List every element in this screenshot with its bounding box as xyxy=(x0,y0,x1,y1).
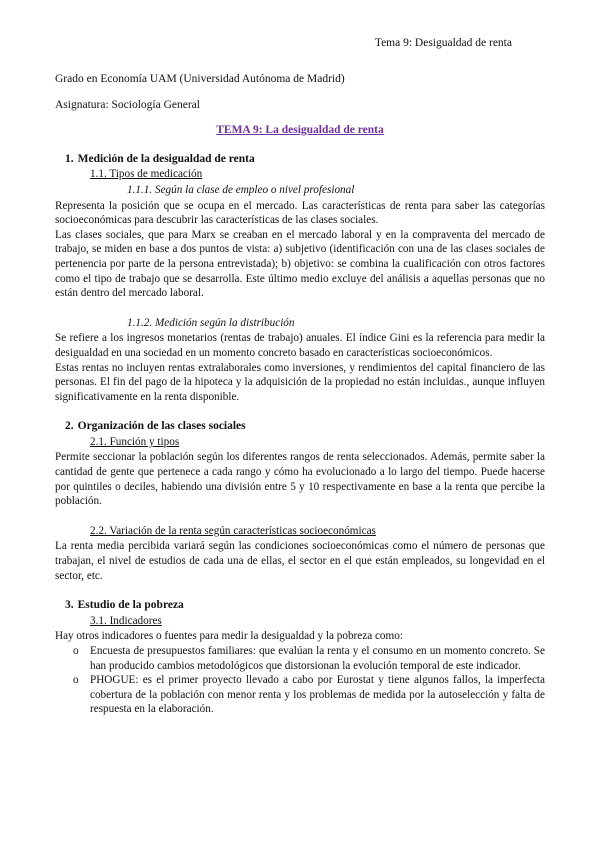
running-header: Tema 9: Desigualdad de renta xyxy=(374,37,512,49)
bullet-circle-icon: o xyxy=(73,645,79,657)
list-item-text: PHOGUE: es el primer proyecto llevado a cabo por Eurostat y tiene algunos fallos, la imperfecta cobertura de la población con menor renta y los problemas de medida por la autoselección y falta de respuesta en la elaboración. xyxy=(90,674,545,716)
subsection-2-2-heading: 2.2. Variación de la renta según características socioeconómicas xyxy=(90,524,376,537)
section-1-title: Medición de la desigualdad de renta xyxy=(77,152,255,165)
section-1-heading xyxy=(65,152,545,167)
subsection-1-1-1-heading: 1.1.1. Según la clase de empleo o nivel profesional xyxy=(127,183,355,196)
paragraph-1-1-2-a: Se refiere a los ingresos monetarios (rentas de trabajo) anuales. El índice Gini es la referencia para medir la desigualdad en una sociedad en un momento concreto basado en características socioeconómicos. xyxy=(55,332,545,359)
paragraph-2-1: Permite seccionar la población según los diferentes rangos de renta seleccionados. Además, permite saber la cantidad de gente que pertenece a cada rango y cómo ha evolucionado a lo largo del tiempo. Puede hacerse por quintiles o deciles, habiendo una división entre 5 y 10 respectivamente en base a la renta que percibe la población. xyxy=(55,451,545,508)
section-2-number: 2. xyxy=(65,420,74,433)
section-2-title: Organización de las clases sociales xyxy=(77,420,246,433)
paragraph-1-1-1-b: Las clases sociales, que para Marx se creaban en el mercado laboral y en la compraventa del mercado de trabajo, se miden en base a dos puntos de vista: a) subjetivo (identificación con una de las clases sociales de pertenencia por parte de la persona entrevistada); b) objetivo: se combina la cualificación con otros factores como el tipo de trabajo que se desarrolla. Este último medio excluye del análisis a aquellas personas que no están dentro del mercado laboral. xyxy=(55,228,545,300)
section-3-heading xyxy=(65,598,545,613)
paragraph-1-1-1-a: Representa la posición que se ocupa en el mercado. Las características de renta para saber las categorías socioeconómicas para descubrir las características de las clases sociales. xyxy=(55,199,545,227)
subsection-1-1-2-heading: 1.1.2. Medición según la distribución xyxy=(127,316,295,329)
paragraph-1-1-2-b: Estas rentas no incluyen rentas extralaborales como inversiones, y rendimientos del capital financiero de las personas. El fin del pago de la hipoteca y la adquisición de la propiedad no están incluidas., aunque influyen significativamente en la renta disponible. xyxy=(55,361,545,403)
subsection-1-1-heading: 1.1. Tipos de medicación xyxy=(90,168,203,181)
bullet-circle-icon: o xyxy=(73,674,79,687)
section-2-heading xyxy=(65,419,545,434)
subject-line: Asignatura: Sociología General xyxy=(55,98,200,111)
section-3-number: 3. xyxy=(65,599,74,612)
degree-line: Grado en Economía UAM (Universidad Autónoma de Madrid) xyxy=(55,73,345,85)
list-item xyxy=(55,673,545,717)
list-item-text: Encuesta de presupuestos familiares: que evalúan la renta y el consumo en un momento concreto. Se han producido cambios metodológicos que distorsionan la evolución temporal de este indicador. xyxy=(90,645,545,672)
subsection-3-1-heading: 3.1. Indicadores xyxy=(90,614,162,627)
section-3-title: Estudio de la pobreza xyxy=(77,599,184,612)
paragraph-2-2: La renta media percibida variará según las condiciones socioeconómicas como el número de personas que trabajan, el nivel de estudios de cada una de ellas, el sector en el que están empleados, su longevidad en el sector, etc. xyxy=(55,540,545,582)
paragraph-3-1-intro: Hay otros indicadores o fuentes para medir la desigualdad y la pobreza como: xyxy=(55,630,403,643)
indicator-list xyxy=(55,644,545,717)
subsection-2-1-heading: 2.1. Función y tipos xyxy=(90,435,180,448)
document-body xyxy=(55,72,545,717)
document-title: TEMA 9: La desigualdad de renta xyxy=(216,124,384,137)
section-1-number: 1. xyxy=(65,152,74,165)
list-item xyxy=(55,644,545,673)
